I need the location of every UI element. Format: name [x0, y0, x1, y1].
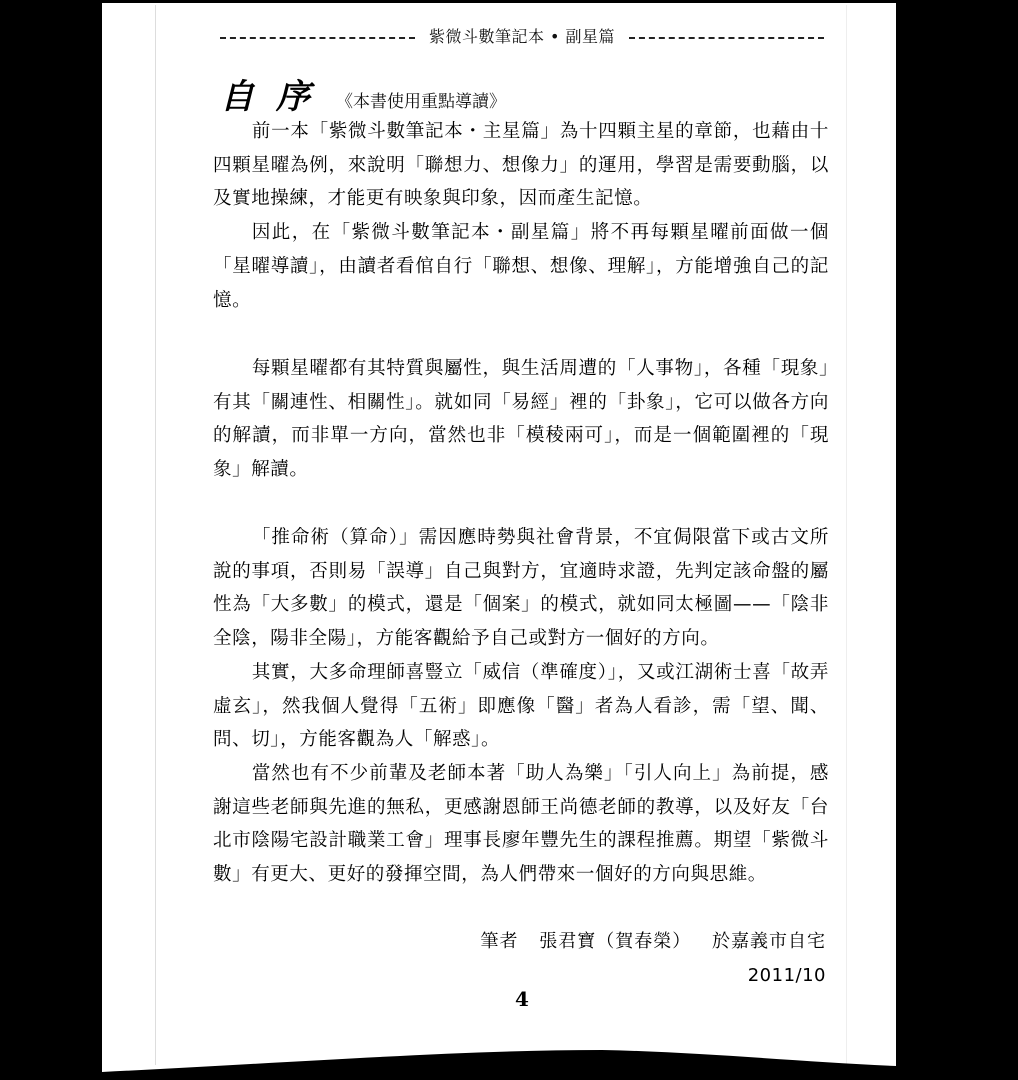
paragraph-group-1: [213, 115, 829, 317]
book-page: [102, 3, 896, 1080]
chapter-subtitle: 《本書使用重點導讀》: [336, 92, 506, 112]
page-number: 4: [515, 987, 529, 1011]
scan-shadow-line: [155, 5, 156, 1065]
chapter-title: 自序: [220, 77, 332, 117]
paragraph: 因此，在「紫微斗數筆記本・副星篇」將不再每顆星曜前面做一個「星曜導讀」，由讀者看倌自行「聯想、想像、理解」，方能增強自己的記憶。: [213, 222, 829, 311]
chapter-heading: [220, 69, 506, 118]
scan-shadow-line-right: [846, 5, 847, 1065]
author-signature: 筆者 張君寶（賀春榮） 於嘉義市自宅: [480, 931, 826, 952]
paragraph: 當然也有不少前輩及老師本著「助人為樂」「引人向上」為前提，感謝這些老師與先進的無私，更感謝恩師王尚德老師的教導，以及好友「台北市陰陽宅設計職業工會」理事長廖年豐先生的課程推薦。期望「紫微斗數」有更大、更好的發揮空間，為人們帶來一個好的方向與思維。: [213, 762, 829, 886]
paragraph: 「推命術（算命）」需因應時勢與社會背景，不宜侷限當下或古文所說的事項，否則易「誤導」自己與對方，宜適時求證，先判定該命盤的屬性為「大多數」的模式，還是「個案」的模式，就如同太極圖——「陰非全陰，陽非全陽」，方能客觀給予自己或對方一個好的方向。: [213, 527, 829, 650]
paragraph: 其實，大多命理師喜豎立「威信（準確度）」，又或江湖術士喜「故弄虛玄」，然我個人覺得「五術」即應像「醫」者為人看診，需「望、聞、問、切」，方能客觀為人「解惑」。: [213, 661, 829, 751]
running-title: 紫微斗數筆記本 • 副星篇: [428, 26, 616, 46]
header-rule-left: [220, 37, 415, 39]
paragraph-group-2: [213, 352, 829, 487]
signature-date: 2011/10: [747, 965, 826, 986]
header-rule-right: [629, 37, 824, 39]
paragraph: 每顆星曜都有其特質與屬性，與生活周遭的「人事物」，各種「現象」有其「關連性、相關性」。就如同「易經」裡的「卦象」，它可以做各方向的解讀，而非單一方向，當然也非「模稜兩可」，而是一個範圍裡的「現象」解讀。: [213, 358, 829, 481]
scan-page-curl: [102, 1040, 896, 1080]
paragraph: 前一本「紫微斗數筆記本・主星篇」為十四顆主星的章節，也藉由十四顆星曜為例，來說明「聯想力、想像力」的運用，學習是需要動腦，以及實地操練，才能更有映象與印象，因而產生記憶。: [213, 121, 829, 210]
running-header: [220, 23, 824, 47]
paragraph-group-3: [213, 521, 829, 892]
